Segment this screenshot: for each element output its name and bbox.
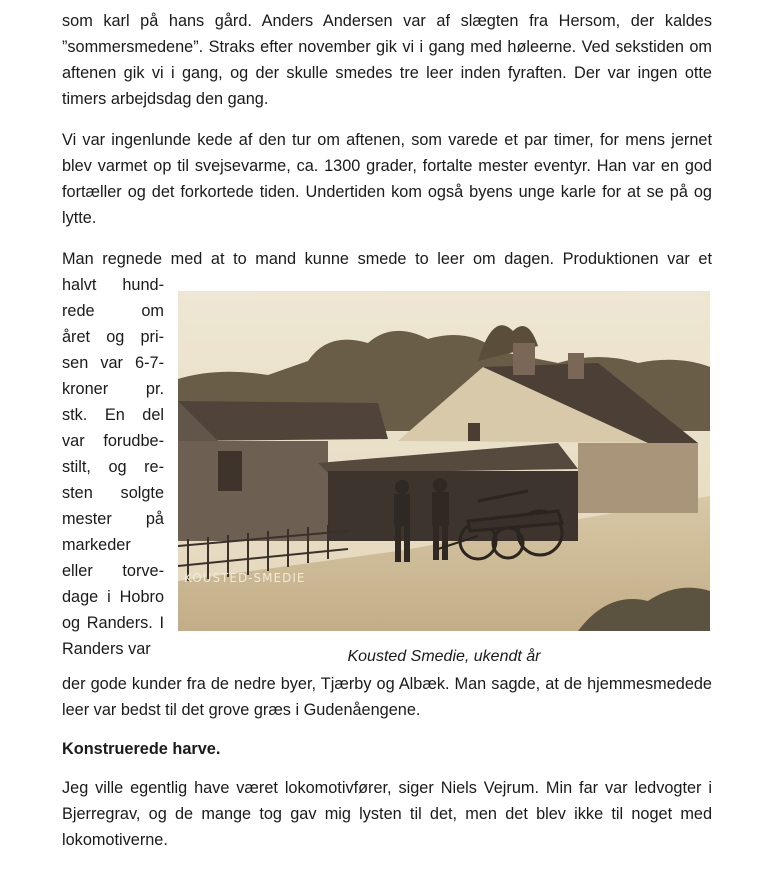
column-line: Randers var — [62, 640, 151, 658]
smithy-photo — [178, 291, 710, 631]
paragraph-4: der gode kunder fra de nedre byer, Tjærby og Albæk. Man sagde, at de hjemmesmedede leer var bedst til det grove græs i Gudenåengene. — [62, 675, 712, 719]
column-line: året og pri- — [62, 328, 164, 346]
column-line: sten solgte — [62, 484, 164, 502]
photo-caption: Kousted Smedie, ukendt år — [347, 648, 541, 665]
paragraph-5: Jeg ville egentlig have været lokomotivfører, siger Niels Vejrum. Min far var ledvogter i Bjerregrav, og de mange tog gav mig lysten til det, men det blev ikke til noget med lokomotiverne. — [62, 779, 712, 849]
column-line: mester på — [62, 510, 164, 528]
column-line: var forudbe- — [62, 432, 164, 450]
paragraph-2: Vi var ingenlunde kede af den tur om aftenen, som varede et par timer, for mens jernet blev varmet op til svejsevarme, ca. 1300 grader, fortalte mester eventyr. Han var en god fortæller og det forkortede tiden. Undertiden kom også byens unge karle for at se på og lytte. — [62, 131, 712, 227]
column-line: sen var 6-7- — [62, 354, 164, 372]
smithy-sign-text: KOUSTED-SMEDIE — [184, 571, 306, 585]
column-line: eller torve- — [62, 562, 164, 580]
column-line: stk. En del — [62, 406, 164, 424]
column-line: og Randers. I — [62, 614, 164, 632]
column-line: rede om — [62, 302, 164, 320]
column-line: kroner pr. — [62, 380, 164, 398]
column-line: dage i Hobro — [62, 588, 164, 606]
wrapped-text-column — [62, 272, 164, 662]
column-line: markeder — [62, 536, 131, 554]
column-line: halvt hund- — [62, 276, 164, 294]
column-line: stilt, og re- — [62, 458, 164, 476]
section-heading: Konstruerede harve. — [62, 740, 221, 758]
paragraph-3-first-line: Man regnede med at to mand kunne smede to leer om dagen. Produktionen var et — [62, 250, 712, 268]
paragraph-1: som karl på hans gård. Anders Andersen var af slægten fra Hersom, der kaldes ”sommersmedene”. Straks efter november gik vi i gang med høleerne. Ved sekstiden om aftenen gik vi i gang, og der skulle smedes tre leer inden fyraften. Der var ingen otte timers arbejdsdag den gang. — [62, 12, 712, 108]
